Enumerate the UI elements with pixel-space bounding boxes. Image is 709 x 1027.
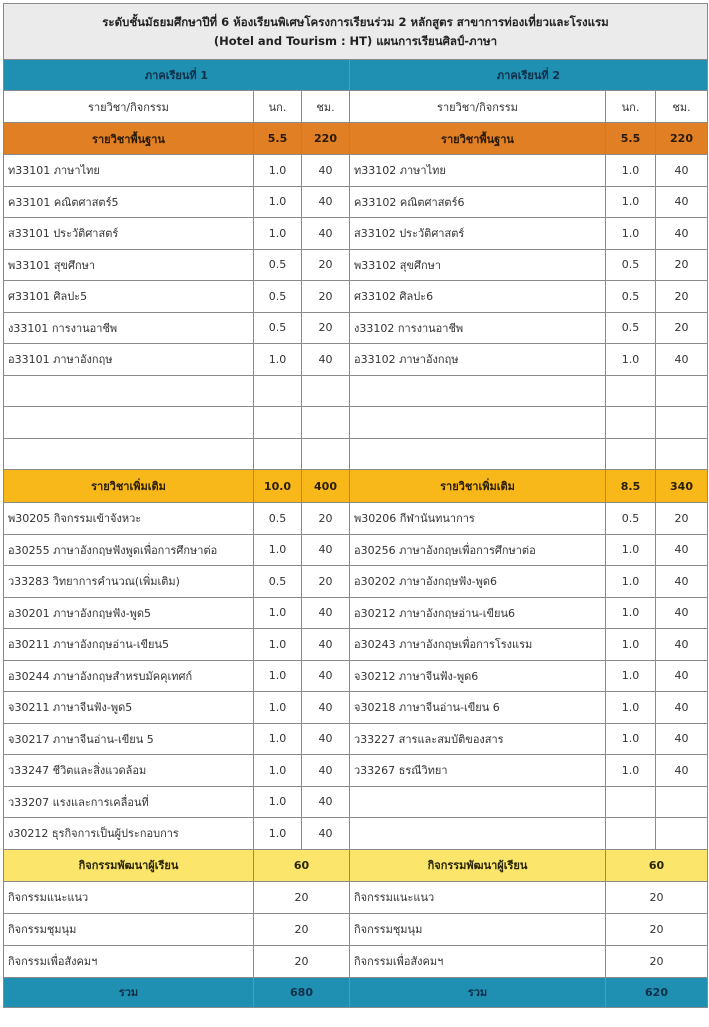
table-row bbox=[4, 723, 708, 755]
subject-name: อ30212 ภาษาอังกฤษอ่าน-เขียน6 bbox=[350, 597, 606, 629]
total-hours: 680 bbox=[254, 977, 350, 1007]
subject-credit: 1.0 bbox=[254, 660, 302, 692]
table-row bbox=[4, 281, 708, 313]
table-row bbox=[4, 818, 708, 850]
subject-hours: 20 bbox=[302, 566, 350, 598]
term-header-row bbox=[4, 60, 708, 91]
subject-hours: 40 bbox=[302, 786, 350, 818]
subject-name: อ33102 ภาษาอังกฤษ bbox=[350, 344, 606, 376]
col-subject-header: รายวิชา/กิจกรรม bbox=[4, 91, 254, 123]
table-row bbox=[4, 186, 708, 218]
subject-credit: 0.5 bbox=[254, 281, 302, 313]
subject-name bbox=[4, 438, 254, 470]
subject-credit: 1.0 bbox=[606, 692, 656, 724]
subject-hours: 40 bbox=[302, 344, 350, 376]
subject-hours: 20 bbox=[656, 312, 708, 344]
subject-name: อ30256 ภาษาอังกฤษเพื่อการศึกษาต่อ bbox=[350, 534, 606, 566]
subject-name: ง33101 การงานอาชีพ bbox=[4, 312, 254, 344]
subject-credit: 0.5 bbox=[606, 281, 656, 313]
activity-hours-value: 20 bbox=[254, 945, 350, 977]
subject-hours: 40 bbox=[302, 186, 350, 218]
subject-name bbox=[350, 786, 606, 818]
subject-hours: 40 bbox=[656, 660, 708, 692]
table-row bbox=[4, 755, 708, 787]
subject-hours: 20 bbox=[656, 503, 708, 535]
subject-name bbox=[4, 407, 254, 439]
subject-credit: 1.0 bbox=[254, 186, 302, 218]
core-label: รายวิชาพื้นฐาน bbox=[4, 123, 254, 155]
table-row bbox=[4, 692, 708, 724]
subject-credit: 1.0 bbox=[254, 218, 302, 250]
title-line-2: (Hotel and Tourism : HT) แผนการเรียนศิลป์-ภาษา bbox=[213, 33, 498, 48]
total-hours: 620 bbox=[606, 977, 708, 1007]
subject-hours: 40 bbox=[656, 186, 708, 218]
subject-credit: 1.0 bbox=[606, 218, 656, 250]
table-row bbox=[4, 945, 708, 977]
subject-name: อ30211 ภาษาอังกฤษอ่าน-เขียน5 bbox=[4, 629, 254, 661]
subject-name: ว33227 สารและสมบัติของสาร bbox=[350, 723, 606, 755]
subject-credit: 1.0 bbox=[606, 534, 656, 566]
subject-credit: 1.0 bbox=[606, 660, 656, 692]
activity-hours-value: 20 bbox=[254, 913, 350, 945]
table-row bbox=[4, 312, 708, 344]
table-row bbox=[4, 566, 708, 598]
subject-hours: 40 bbox=[656, 597, 708, 629]
subject-credit: 1.0 bbox=[254, 629, 302, 661]
term-1-title: ภาคเรียนที่ 1 bbox=[4, 60, 350, 91]
table-row bbox=[4, 629, 708, 661]
subject-credit: 0.5 bbox=[606, 312, 656, 344]
subject-credit: 1.0 bbox=[254, 344, 302, 376]
activity-hours-value: 20 bbox=[606, 881, 708, 913]
subject-name: ว33283 วิทยาการคำนวณ(เพิ่มเติม) bbox=[4, 566, 254, 598]
subject-hours bbox=[656, 407, 708, 439]
subject-credit: 1.0 bbox=[606, 755, 656, 787]
subject-name: อ30244 ภาษาอังกฤษสำหรบมัคคุเทศก์ bbox=[4, 660, 254, 692]
subject-name: ส33102 ประวัติศาสตร์ bbox=[350, 218, 606, 250]
subject-hours bbox=[302, 438, 350, 470]
subject-name: กิจกรรมเพื่อสังคมฯ bbox=[4, 945, 254, 977]
table-row bbox=[4, 249, 708, 281]
subject-credit: 0.5 bbox=[606, 249, 656, 281]
subject-credit: 1.0 bbox=[254, 755, 302, 787]
curriculum-table bbox=[3, 3, 708, 1008]
subject-name: จ30211 ภาษาจีนฟัง-พูด5 bbox=[4, 692, 254, 724]
subject-name: ง30212 ธุรกิจการเป็นผู้ประกอบการ bbox=[4, 818, 254, 850]
total-row bbox=[4, 977, 708, 1007]
subject-name: จ30212 ภาษาจีนฟัง-พูด6 bbox=[350, 660, 606, 692]
subject-credit: 0.5 bbox=[606, 503, 656, 535]
subject-name: กิจกรรมแนะแนว bbox=[4, 881, 254, 913]
subject-hours: 40 bbox=[302, 629, 350, 661]
subject-hours: 40 bbox=[302, 660, 350, 692]
subject-name: อ30202 ภาษาอังกฤษฟัง-พูด6 bbox=[350, 566, 606, 598]
col-subject-header: รายวิชา/กิจกรรม bbox=[350, 91, 606, 123]
subject-credit: 1.0 bbox=[254, 723, 302, 755]
subject-hours: 40 bbox=[656, 534, 708, 566]
subject-credit: 0.5 bbox=[254, 249, 302, 281]
table-row bbox=[4, 503, 708, 535]
table-row bbox=[4, 913, 708, 945]
total-label: รวม bbox=[350, 977, 606, 1007]
activity-section-header bbox=[4, 849, 708, 881]
core-hours: 220 bbox=[302, 123, 350, 155]
subject-credit: 1.0 bbox=[254, 597, 302, 629]
subject-name: ว33247 ชีวิตและสิ่งแวดล้อม bbox=[4, 755, 254, 787]
activity-label: กิจกรรมพัฒนาผู้เรียน bbox=[350, 849, 606, 881]
subject-name: อ30201 ภาษาอังกฤษฟัง-พูด5 bbox=[4, 597, 254, 629]
subject-name: ท33101 ภาษาไทย bbox=[4, 155, 254, 187]
col-credit-header: นก. bbox=[254, 91, 302, 123]
subject-hours bbox=[656, 375, 708, 407]
subject-name: อ30243 ภาษาอังกฤษเพื่อการโรงแรม bbox=[350, 629, 606, 661]
table-row bbox=[4, 155, 708, 187]
subject-name: ว33207 แรงและการเคลื่อนที่ bbox=[4, 786, 254, 818]
subject-hours bbox=[656, 438, 708, 470]
subject-name: อ30255 ภาษาอังกฤษฟังพูดเพื่อการศึกษาต่อ bbox=[4, 534, 254, 566]
col-hours-header: ชม. bbox=[302, 91, 350, 123]
activity-hours-value: 20 bbox=[254, 881, 350, 913]
subject-hours: 40 bbox=[302, 155, 350, 187]
subject-credit: 1.0 bbox=[254, 534, 302, 566]
core-credits: 5.5 bbox=[606, 123, 656, 155]
subject-hours bbox=[302, 407, 350, 439]
subject-hours: 40 bbox=[656, 629, 708, 661]
subject-credit: 1.0 bbox=[606, 597, 656, 629]
subject-hours: 40 bbox=[656, 566, 708, 598]
subject-name: ศ33102 ศิลปะ6 bbox=[350, 281, 606, 313]
subject-credit: 1.0 bbox=[254, 155, 302, 187]
subject-credit: 1.0 bbox=[606, 155, 656, 187]
subject-credit: 0.5 bbox=[254, 312, 302, 344]
activity-hours-value: 20 bbox=[606, 913, 708, 945]
subject-credit: 1.0 bbox=[606, 629, 656, 661]
subject-name: พ30205 กิจกรรมเข้าจังหวะ bbox=[4, 503, 254, 535]
subject-credit bbox=[606, 438, 656, 470]
subject-name bbox=[350, 375, 606, 407]
subject-credit: 0.5 bbox=[254, 566, 302, 598]
subject-credit: 1.0 bbox=[606, 566, 656, 598]
table-row bbox=[4, 438, 708, 470]
subject-name: กิจกรรมเพื่อสังคมฯ bbox=[350, 945, 606, 977]
table-title-row bbox=[4, 4, 708, 60]
subject-name: ศ33101 ศิลปะ5 bbox=[4, 281, 254, 313]
subject-hours: 40 bbox=[656, 218, 708, 250]
subject-name: กิจกรรมชุมนุม bbox=[350, 913, 606, 945]
subject-hours bbox=[656, 786, 708, 818]
subject-credit: 1.0 bbox=[606, 186, 656, 218]
term-2-title: ภาคเรียนที่ 2 bbox=[350, 60, 708, 91]
subject-name: จ30217 ภาษาจีนอ่าน-เขียน 5 bbox=[4, 723, 254, 755]
subject-name: พ33101 สุขศึกษา bbox=[4, 249, 254, 281]
table-row bbox=[4, 597, 708, 629]
table-row bbox=[4, 375, 708, 407]
subject-name: กิจกรรมแนะแนว bbox=[350, 881, 606, 913]
table-row bbox=[4, 218, 708, 250]
subject-credit bbox=[254, 407, 302, 439]
subject-credit bbox=[254, 438, 302, 470]
subject-name: จ30218 ภาษาจีนอ่าน-เขียน 6 bbox=[350, 692, 606, 724]
subject-hours: 40 bbox=[302, 692, 350, 724]
subject-credit: 1.0 bbox=[254, 818, 302, 850]
subject-hours bbox=[302, 375, 350, 407]
table-row bbox=[4, 786, 708, 818]
subject-name bbox=[350, 438, 606, 470]
subject-credit: 0.5 bbox=[254, 503, 302, 535]
subject-hours: 40 bbox=[302, 723, 350, 755]
elective-hours: 400 bbox=[302, 470, 350, 503]
subject-name: กิจกรรมชุมนุม bbox=[4, 913, 254, 945]
activity-label: กิจกรรมพัฒนาผู้เรียน bbox=[4, 849, 254, 881]
core-credits: 5.5 bbox=[254, 123, 302, 155]
subject-credit: 1.0 bbox=[606, 344, 656, 376]
subject-hours: 40 bbox=[302, 755, 350, 787]
subject-name: ส33101 ประวัติศาสตร์ bbox=[4, 218, 254, 250]
subject-credit bbox=[606, 407, 656, 439]
subject-hours: 40 bbox=[656, 755, 708, 787]
elective-credits: 8.5 bbox=[606, 470, 656, 503]
subject-hours bbox=[656, 818, 708, 850]
subject-name: ท33102 ภาษาไทย bbox=[350, 155, 606, 187]
subject-name: ง33102 การงานอาชีพ bbox=[350, 312, 606, 344]
column-header-row bbox=[4, 91, 708, 123]
core-section-header bbox=[4, 123, 708, 155]
subject-name bbox=[350, 818, 606, 850]
title-line-1: ระดับชั้นมัธยมศึกษาปีที่ 6 ห้องเรียนพิเศษโครงการเรียนร่วม 2 หลักสูตร สาขาการท่องเที่ยวและโรงแรม bbox=[102, 14, 609, 29]
elective-hours: 340 bbox=[656, 470, 708, 503]
total-label: รวม bbox=[4, 977, 254, 1007]
subject-hours: 20 bbox=[302, 503, 350, 535]
elective-credits: 10.0 bbox=[254, 470, 302, 503]
subject-hours: 20 bbox=[302, 249, 350, 281]
subject-credit bbox=[606, 375, 656, 407]
subject-hours: 40 bbox=[656, 692, 708, 724]
table-row bbox=[4, 881, 708, 913]
activity-hours-value: 20 bbox=[606, 945, 708, 977]
subject-hours: 40 bbox=[656, 344, 708, 376]
subject-credit bbox=[606, 786, 656, 818]
subject-credit: 1.0 bbox=[254, 786, 302, 818]
subject-name: ค33101 คณิตศาสตร์5 bbox=[4, 186, 254, 218]
activity-hours: 60 bbox=[606, 849, 708, 881]
subject-credit bbox=[254, 375, 302, 407]
subject-name: พ30206 กีฬานันทนาการ bbox=[350, 503, 606, 535]
subject-name: พ33102 สุขศึกษา bbox=[350, 249, 606, 281]
core-hours: 220 bbox=[656, 123, 708, 155]
col-credit-header: นก. bbox=[606, 91, 656, 123]
subject-name bbox=[4, 375, 254, 407]
subject-credit bbox=[606, 818, 656, 850]
subject-name: ว33267 ธรณีวิทยา bbox=[350, 755, 606, 787]
activity-hours: 60 bbox=[254, 849, 350, 881]
subject-hours: 20 bbox=[302, 312, 350, 344]
subject-name: ค33102 คณิตศาสตร์6 bbox=[350, 186, 606, 218]
table-row bbox=[4, 534, 708, 566]
table-row bbox=[4, 344, 708, 376]
table-row bbox=[4, 407, 708, 439]
elective-label: รายวิชาเพิ่มเติม bbox=[350, 470, 606, 503]
subject-name bbox=[350, 407, 606, 439]
subject-credit: 1.0 bbox=[254, 692, 302, 724]
subject-credit: 1.0 bbox=[606, 723, 656, 755]
subject-hours: 40 bbox=[302, 597, 350, 629]
elective-label: รายวิชาเพิ่มเติม bbox=[4, 470, 254, 503]
subject-hours: 40 bbox=[656, 723, 708, 755]
core-label: รายวิชาพื้นฐาน bbox=[350, 123, 606, 155]
elective-section-header bbox=[4, 470, 708, 503]
subject-hours: 40 bbox=[656, 155, 708, 187]
table-row bbox=[4, 660, 708, 692]
subject-name: อ33101 ภาษาอังกฤษ bbox=[4, 344, 254, 376]
subject-hours: 20 bbox=[302, 281, 350, 313]
subject-hours: 40 bbox=[302, 218, 350, 250]
subject-hours: 40 bbox=[302, 534, 350, 566]
subject-hours: 20 bbox=[656, 281, 708, 313]
subject-hours: 40 bbox=[302, 818, 350, 850]
col-hours-header: ชม. bbox=[656, 91, 708, 123]
table-title bbox=[4, 4, 708, 60]
subject-hours: 20 bbox=[656, 249, 708, 281]
